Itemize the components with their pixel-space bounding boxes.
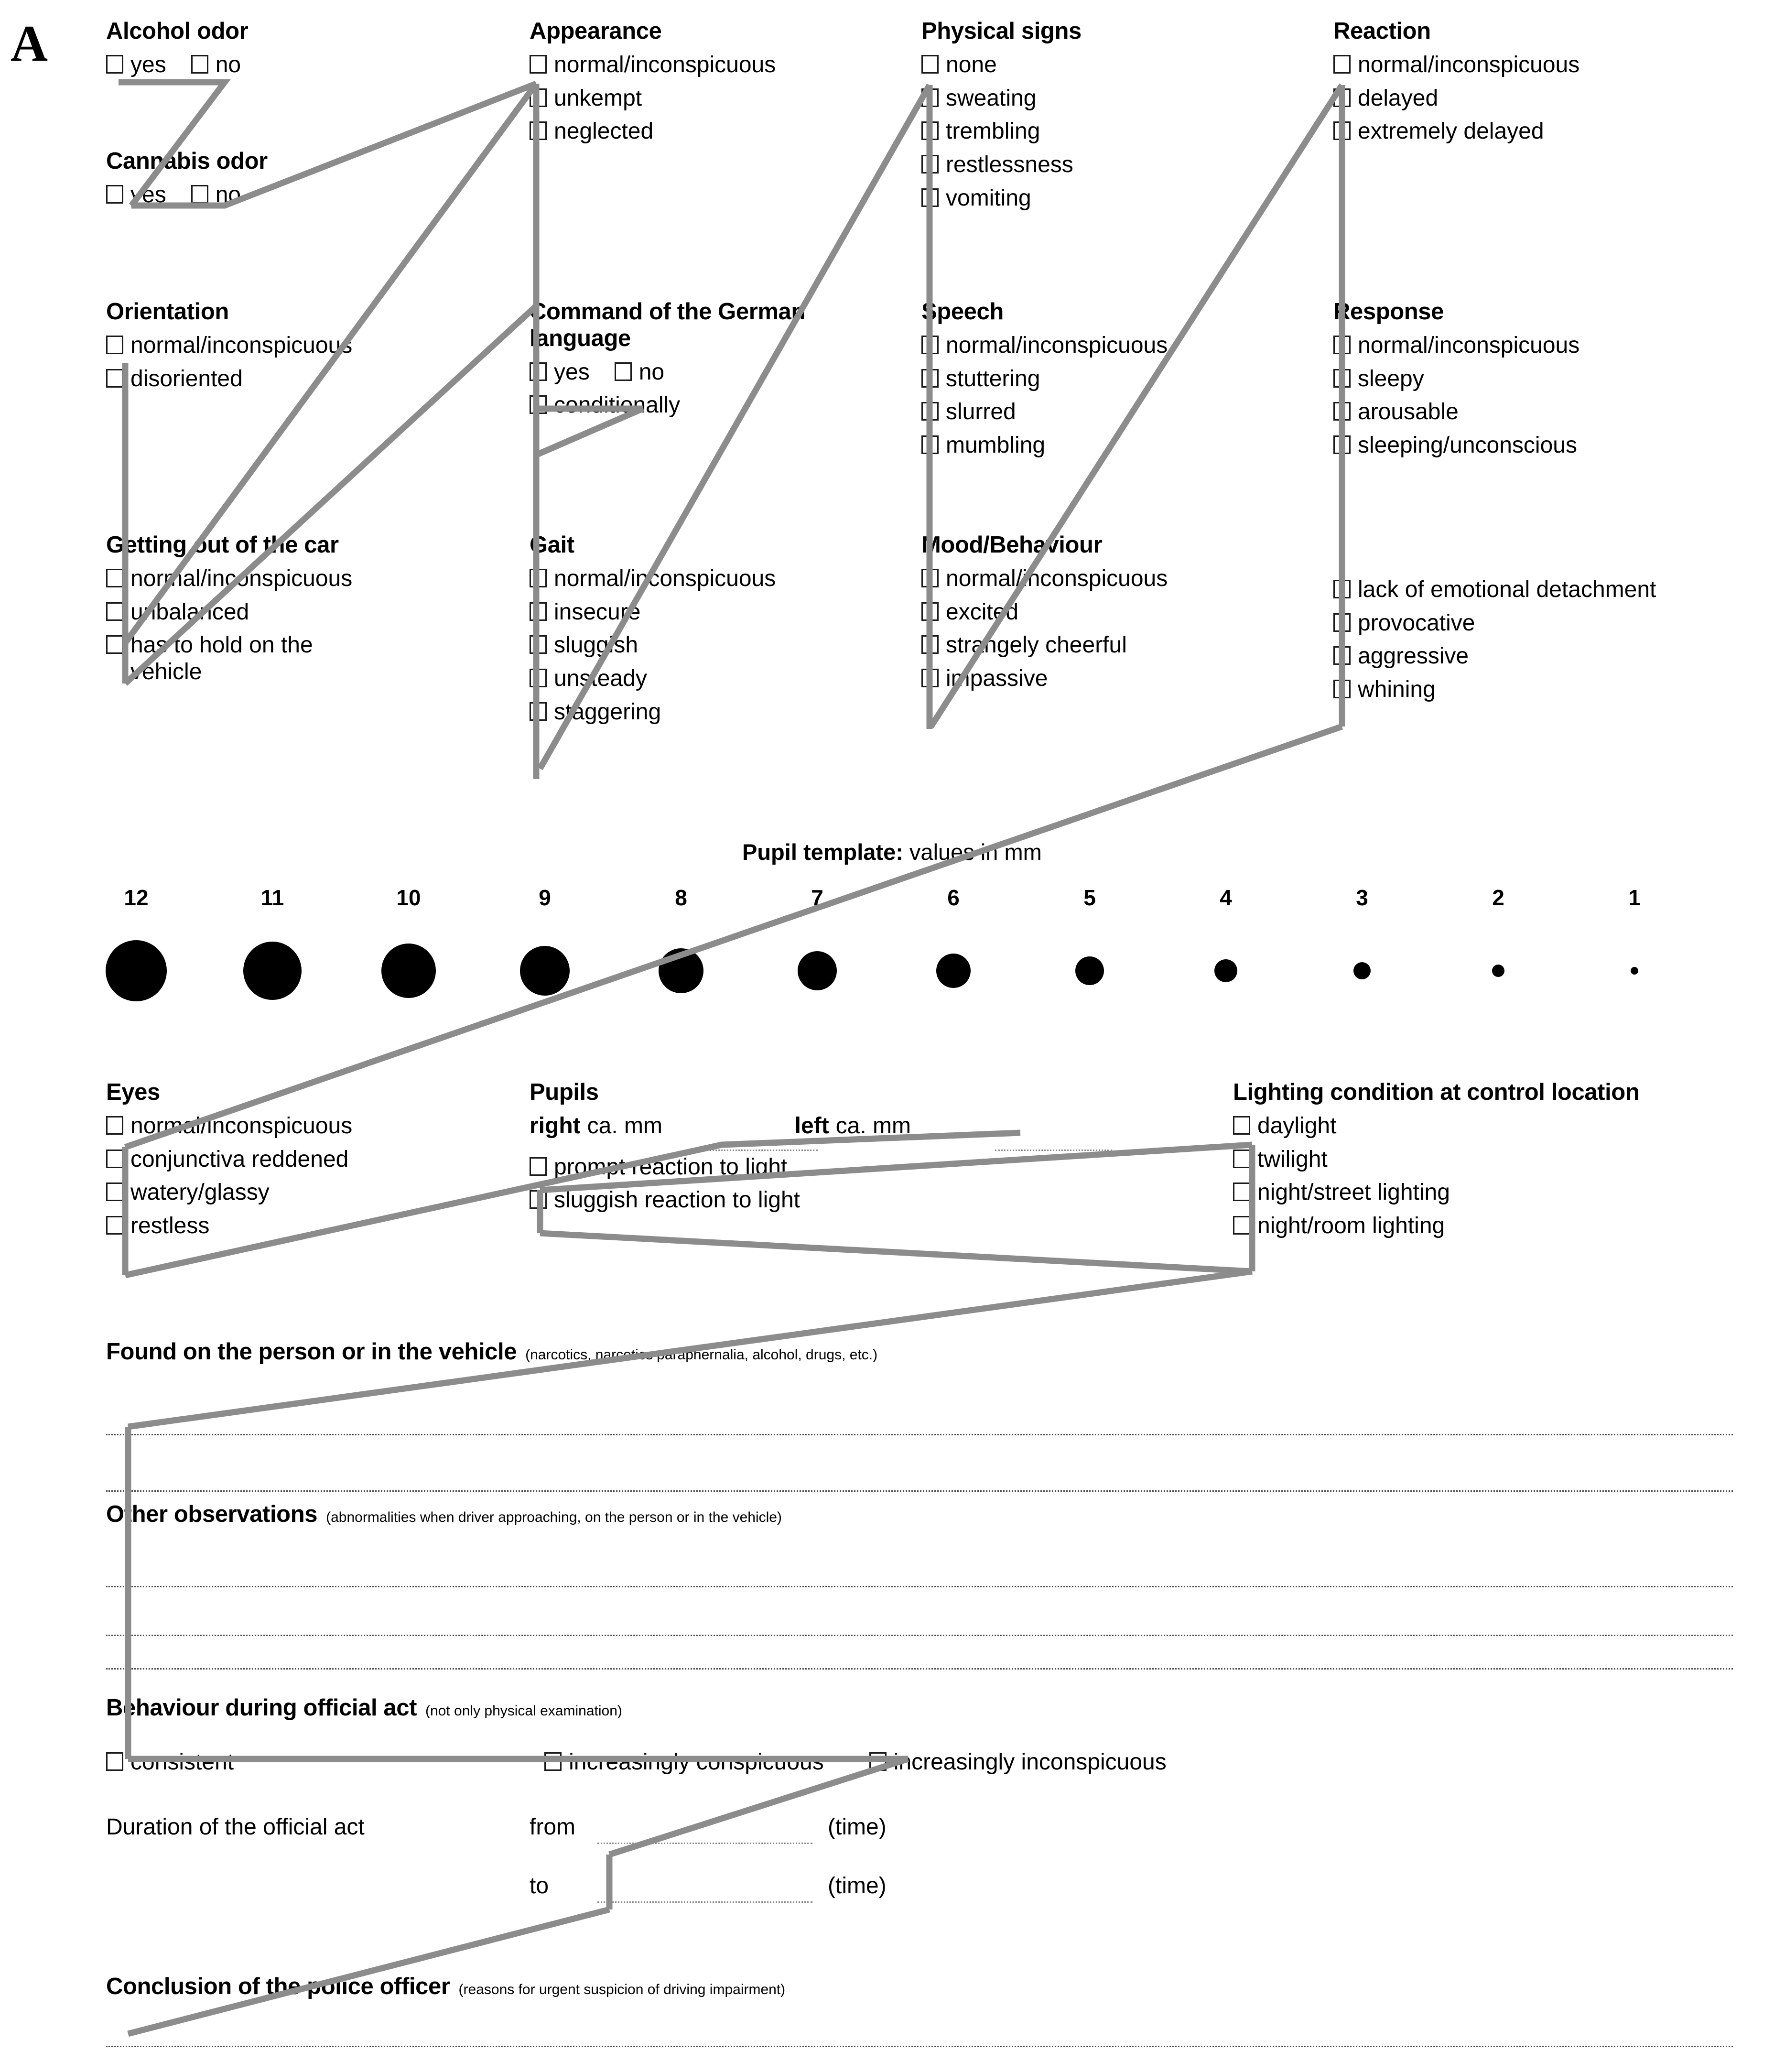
checkbox-row-command-yes[interactable]: [530, 359, 590, 386]
pupil-template-circle: [936, 954, 971, 988]
pupil-template-cell: [774, 887, 860, 990]
behaviour-block-title: Behaviour during official act: [106, 1695, 417, 1721]
checkbox-icon[interactable]: [1233, 1182, 1250, 1201]
checkbox-row-behaviour-more-inconspicuous[interactable]: [869, 1749, 1167, 1776]
checkbox-row-appearance-1[interactable]: [530, 85, 776, 112]
checkbox-row-physical-signs-2[interactable]: [921, 118, 1082, 145]
section-pupils: [530, 1079, 911, 1214]
option-label: extremely delayed: [1358, 119, 1544, 144]
section-title: Command of the German language: [530, 299, 805, 351]
section-title: Mood/Behaviour: [921, 532, 1103, 558]
option-label: none: [946, 52, 997, 77]
checkbox-icon[interactable]: [530, 1157, 547, 1176]
option-label: normal/inconspicuous: [130, 565, 353, 591]
section-title: Appearance: [530, 18, 662, 44]
checkbox-row-lighting-2[interactable]: [1233, 1179, 1639, 1206]
pupil-template-circle: [381, 944, 436, 998]
pupils-right-label: right: [530, 1113, 581, 1139]
section-title: Cannabis odor: [106, 148, 268, 174]
checkbox-icon[interactable]: [1333, 646, 1351, 665]
pupil-template-title-rest: values in mm: [903, 839, 1042, 865]
checkbox-row-emotional-1[interactable]: [1333, 610, 1656, 637]
checkbox-icon[interactable]: [530, 602, 547, 621]
checkbox-row-lighting-0[interactable]: [1233, 1113, 1639, 1139]
checkbox-icon[interactable]: [1333, 55, 1351, 74]
option-label: sleeping/unconscious: [1358, 432, 1577, 458]
option-label: sluggish reaction to light: [554, 1187, 800, 1213]
checkbox-icon[interactable]: [921, 435, 939, 454]
pupil-template-cell: [366, 887, 452, 998]
checkbox-icon[interactable]: [1333, 336, 1351, 354]
option-label: slurred: [946, 399, 1016, 425]
checkbox-row-getting-out-1[interactable]: [106, 599, 402, 626]
checkbox-row-cannabis-odor-yes[interactable]: [106, 182, 166, 208]
checkbox-icon[interactable]: [191, 185, 208, 204]
option-label: staggering: [554, 699, 661, 725]
conclusion-block-hint: (reasons for urgent suspicion of driving impairment): [458, 1982, 786, 1997]
pupil-template-title: [742, 839, 1042, 865]
other-observations-writeline-2[interactable]: [106, 1635, 1733, 1636]
pupil-template-circle: [106, 940, 167, 1001]
section-speech: [921, 299, 1168, 459]
pupil-template-value: 1: [1628, 885, 1641, 910]
checkbox-row-physical-signs-4[interactable]: [921, 185, 1082, 212]
section-cannabis-odor: [106, 148, 268, 208]
checkbox-row-physical-signs-3[interactable]: [921, 152, 1082, 178]
checkbox-icon[interactable]: [921, 602, 939, 621]
checkbox-row-getting-out-0[interactable]: [106, 565, 402, 592]
pupil-template-cell: [93, 887, 179, 1001]
pupil-template-value: 4: [1220, 885, 1232, 910]
checkbox-row-behaviour-more-conspicuous[interactable]: [544, 1749, 824, 1776]
other-observations-writeline-3[interactable]: [106, 1668, 1733, 1670]
option-label: sleepy: [1358, 366, 1424, 391]
other-observations-writeline-1[interactable]: [106, 1586, 1733, 1587]
pupil-template-value: 11: [260, 885, 284, 910]
section-emotional-state: [1333, 576, 1656, 703]
option-label: yes: [130, 52, 166, 77]
option-label: aggressive: [1358, 643, 1469, 669]
option-label: arousable: [1358, 399, 1459, 425]
checkbox-icon[interactable]: [921, 635, 939, 654]
checkbox-icon[interactable]: [106, 602, 123, 621]
pupil-template-cell: [502, 887, 588, 996]
found-block-title: Found on the person or in the vehicle: [106, 1339, 517, 1365]
checkbox-row-behaviour-consistent[interactable]: [106, 1749, 234, 1776]
checkbox-row-emotional-2[interactable]: [1333, 643, 1656, 670]
option-label: has to hold on the vehicle: [130, 632, 313, 684]
option-label: normal/inconspicuous: [130, 332, 353, 358]
checkbox-icon[interactable]: [1333, 580, 1351, 598]
option-label: consistent: [130, 1749, 234, 1775]
pupils-left-unit: ca. mm: [835, 1113, 911, 1139]
checkbox-icon[interactable]: [106, 1116, 123, 1135]
checkbox-icon[interactable]: [530, 88, 547, 107]
pupil-template-cell: [638, 887, 724, 993]
option-label: no: [638, 359, 665, 385]
checkbox-row-alcohol-odor-no[interactable]: [191, 52, 241, 78]
option-label: increasingly inconspicuous: [893, 1749, 1167, 1775]
pupil-template-value: 2: [1492, 885, 1504, 910]
section-title: Lighting condition at control location: [1233, 1079, 1640, 1105]
other-observations-hint: (abnormalities when driver approaching, on the person or in the vehicle): [326, 1509, 782, 1525]
option-label: prompt reaction to light: [554, 1154, 788, 1180]
checkbox-row-mood-3[interactable]: [921, 665, 1168, 692]
pupil-template-cell: [1183, 887, 1269, 982]
option-label: daylight: [1257, 1113, 1337, 1139]
checkbox-row-orientation-1[interactable]: [106, 366, 352, 392]
checkbox-row-lighting-1[interactable]: [1233, 1146, 1639, 1173]
section-getting-out-of-the-car: [106, 532, 402, 685]
pupil-template-circle: [798, 951, 837, 990]
checkbox-row-mood-1[interactable]: [921, 599, 1168, 626]
section-response: [1333, 299, 1579, 459]
pupil-template-circle: [1631, 967, 1638, 975]
checkbox-icon[interactable]: [921, 336, 939, 354]
checkbox-row-command-conditionally[interactable]: [530, 392, 835, 419]
checkbox-icon[interactable]: [921, 55, 939, 74]
option-label: unsteady: [554, 665, 647, 691]
option-label: impassive: [946, 665, 1048, 691]
pupil-right-mm-input[interactable]: [701, 1150, 818, 1151]
option-label: unbalanced: [130, 599, 249, 625]
panel-letter: A: [11, 15, 48, 72]
section-appearance: [530, 18, 776, 145]
found-block-writeline-1[interactable]: [106, 1434, 1733, 1435]
option-label: unkempt: [554, 85, 642, 111]
option-label: stuttering: [946, 366, 1040, 391]
pupil-template-value: 3: [1356, 885, 1368, 910]
option-label: normal/inconspicuous: [1358, 52, 1580, 77]
pupil-template-value: 10: [396, 885, 421, 910]
conclusion-writeline-1[interactable]: [106, 2046, 1733, 2047]
checkbox-icon[interactable]: [1333, 613, 1351, 632]
checkbox-icon[interactable]: [1233, 1150, 1250, 1168]
duration-label: Duration of the official act: [106, 1814, 365, 1840]
checkbox-icon[interactable]: [530, 669, 547, 687]
option-label: normal/inconspicuous: [946, 332, 1168, 358]
section-title: Getting out of the car: [106, 532, 339, 558]
option-label: provocative: [1358, 610, 1475, 636]
section-eyes: [106, 1079, 352, 1239]
behaviour-block-hint: (not only physical examination): [425, 1703, 622, 1719]
pupil-template-circle: [1075, 956, 1104, 985]
pupil-template-circle: [659, 948, 703, 993]
checkbox-icon[interactable]: [1333, 121, 1351, 140]
checkbox-icon[interactable]: [921, 402, 939, 421]
checkbox-icon[interactable]: [106, 1150, 123, 1168]
option-label: disoriented: [130, 366, 243, 391]
checkbox-icon[interactable]: [921, 121, 939, 140]
checkbox-icon[interactable]: [921, 155, 939, 174]
option-label: sluggish: [554, 632, 638, 658]
found-block-hint: (narcotics, narcotics paraphernalia, alcohol, drugs, etc.): [525, 1347, 878, 1363]
section-title: Reaction: [1333, 18, 1431, 44]
checkbox-icon[interactable]: [530, 55, 547, 74]
option-label: insecure: [554, 599, 641, 625]
checkbox-icon[interactable]: [869, 1752, 887, 1771]
section-lighting-condition: [1233, 1079, 1639, 1239]
section-title: Pupils: [530, 1079, 599, 1105]
option-label: whining: [1358, 677, 1436, 703]
checkbox-row-appearance-0[interactable]: [530, 52, 776, 78]
duration-from-input[interactable]: [597, 1843, 812, 1844]
duration-to-input[interactable]: [597, 1901, 812, 1903]
checkbox-icon[interactable]: [530, 702, 547, 721]
duration-from-label: from: [530, 1814, 575, 1840]
option-label: twilight: [1257, 1146, 1328, 1172]
section-title: Response: [1333, 299, 1444, 325]
option-label: delayed: [1358, 85, 1439, 111]
checkbox-icon[interactable]: [544, 1752, 562, 1771]
section-alcohol-odor: [106, 18, 248, 78]
checkbox-row-eyes-3[interactable]: [106, 1213, 352, 1239]
checkbox-row-gait-3[interactable]: [530, 665, 776, 692]
conclusion-block-heading: [106, 1973, 785, 2000]
checkbox-row-response-3[interactable]: [1333, 432, 1579, 459]
checkbox-icon[interactable]: [530, 635, 547, 654]
conclusion-block-title: Conclusion of the police officer: [106, 1974, 450, 1999]
checkbox-row-gait-4[interactable]: [530, 699, 776, 726]
checkbox-icon[interactable]: [1233, 1116, 1250, 1135]
annotation-polyline: [540, 1233, 1252, 1271]
checkbox-row-speech-2[interactable]: [921, 399, 1168, 425]
section-orientation: [106, 299, 352, 392]
checkbox-row-response-2[interactable]: [1333, 399, 1579, 425]
option-label: trembling: [946, 119, 1040, 144]
checkbox-row-speech-3[interactable]: [921, 432, 1168, 459]
section-command-of-german: [530, 299, 835, 419]
option-label: restlessness: [946, 152, 1073, 177]
option-label: watery/glassy: [130, 1180, 270, 1205]
option-label: night/room lighting: [1257, 1213, 1445, 1238]
checkbox-icon[interactable]: [530, 362, 547, 381]
checkbox-icon[interactable]: [530, 121, 547, 140]
checkbox-icon[interactable]: [1333, 369, 1351, 388]
pupil-template-scale: [0, 887, 1785, 1025]
section-mood-behaviour: [921, 532, 1168, 692]
option-label: normal/inconspicuous: [1358, 332, 1580, 358]
option-label: excited: [946, 599, 1019, 625]
checkbox-icon[interactable]: [530, 569, 547, 587]
pupil-template-cell: [1455, 887, 1541, 977]
checkbox-icon[interactable]: [106, 185, 123, 204]
section-physical-signs: [921, 18, 1082, 211]
checkbox-row-response-0[interactable]: [1333, 332, 1579, 359]
checkbox-icon[interactable]: [106, 1182, 123, 1201]
pupil-template-value: 5: [1083, 885, 1096, 910]
checkbox-row-orientation-0[interactable]: [106, 332, 352, 359]
checkbox-row-response-1[interactable]: [1333, 366, 1579, 392]
checkbox-icon[interactable]: [921, 569, 939, 587]
checkbox-icon[interactable]: [530, 1190, 547, 1209]
option-label: conditionally: [554, 392, 681, 418]
option-label: no: [215, 182, 241, 207]
checkbox-row-emotional-0[interactable]: [1333, 576, 1656, 603]
checkbox-icon[interactable]: [106, 635, 123, 654]
checkbox-icon[interactable]: [1333, 435, 1351, 454]
pupil-template-cell: [1319, 887, 1405, 979]
checkbox-icon[interactable]: [1233, 1216, 1250, 1235]
section-title: Alcohol odor: [106, 18, 249, 44]
option-label: yes: [130, 182, 166, 207]
pupils-right-unit: ca. mm: [587, 1113, 662, 1139]
option-label: night/street lighting: [1257, 1180, 1450, 1205]
pupil-template-cell: [229, 887, 315, 1000]
option-label: lack of emotional detachment: [1358, 577, 1656, 602]
checkbox-icon[interactable]: [921, 369, 939, 388]
pupil-template-circle: [1353, 962, 1371, 979]
checkbox-row-eyes-2[interactable]: [106, 1179, 352, 1206]
option-label: no: [215, 52, 241, 77]
checkbox-icon[interactable]: [106, 569, 123, 587]
pupil-template-value: 9: [539, 885, 551, 910]
option-label: normal/inconspicuous: [554, 52, 776, 77]
pupils-left-label: left: [794, 1113, 829, 1139]
other-observations-heading: [106, 1501, 782, 1528]
checkbox-row-reaction-0[interactable]: [1333, 52, 1579, 78]
pupil-template-value: 7: [811, 885, 823, 910]
checkbox-row-eyes-0[interactable]: [106, 1113, 352, 1139]
checkbox-icon[interactable]: [1333, 680, 1351, 698]
checkbox-row-emotional-3[interactable]: [1333, 676, 1656, 703]
option-label: normal/inconspicuous: [946, 565, 1168, 591]
checkbox-icon[interactable]: [1333, 402, 1351, 421]
section-reaction: [1333, 18, 1579, 145]
pupil-template-title-bold: Pupil template:: [742, 839, 903, 865]
pupil-template-circle: [1492, 965, 1504, 977]
option-label: yes: [554, 359, 590, 385]
checkbox-icon[interactable]: [921, 669, 939, 687]
checkbox-row-gait-0[interactable]: [530, 565, 776, 592]
option-label: strangely cheerful: [946, 632, 1127, 658]
annotation-polyline: [128, 1909, 609, 2034]
checkbox-row-reaction-1[interactable]: [1333, 85, 1579, 112]
pupil-template-value: 8: [675, 885, 687, 910]
behaviour-block-heading: [106, 1694, 622, 1721]
checkbox-row-alcohol-odor-yes[interactable]: [106, 52, 166, 78]
checkbox-icon[interactable]: [191, 55, 208, 74]
section-title: Gait: [530, 532, 574, 558]
other-observations-title: Other observations: [106, 1501, 318, 1527]
section-title: Speech: [921, 299, 1004, 325]
duration-to-label: to: [530, 1873, 549, 1898]
found-block-writeline-2[interactable]: [106, 1490, 1733, 1492]
checkbox-row-speech-1[interactable]: [921, 366, 1168, 392]
pupil-template-circle: [1214, 959, 1237, 982]
option-label: sweating: [946, 85, 1037, 111]
checkbox-row-gait-2[interactable]: [530, 632, 776, 659]
checkbox-row-speech-0[interactable]: [921, 332, 1168, 359]
checkbox-row-reaction-2[interactable]: [1333, 118, 1579, 145]
checkbox-icon[interactable]: [106, 336, 123, 354]
checkbox-row-lighting-3[interactable]: [1233, 1213, 1639, 1239]
section-title: Eyes: [106, 1079, 160, 1105]
option-label: vomiting: [946, 185, 1031, 211]
checkbox-row-pupils-1[interactable]: [530, 1187, 911, 1214]
checkbox-icon[interactable]: [106, 1752, 123, 1771]
checkbox-icon[interactable]: [921, 188, 939, 207]
checkbox-icon[interactable]: [1333, 88, 1351, 107]
checkbox-icon[interactable]: [615, 362, 632, 381]
section-title: Orientation: [106, 299, 229, 325]
pupil-template-value: 6: [947, 885, 960, 910]
checkbox-icon[interactable]: [106, 369, 123, 388]
pupil-template-circle: [243, 942, 302, 1000]
checkbox-row-getting-out-2[interactable]: [106, 632, 402, 685]
checkbox-row-cannabis-odor-no[interactable]: [191, 182, 241, 208]
checkbox-icon[interactable]: [106, 1216, 123, 1235]
checkbox-row-eyes-1[interactable]: [106, 1146, 352, 1173]
checkbox-icon[interactable]: [106, 55, 123, 74]
checkbox-icon[interactable]: [921, 88, 939, 107]
behaviour-options: [106, 1742, 1167, 1776]
found-block-heading: [106, 1338, 877, 1365]
checkbox-row-physical-signs-1[interactable]: [921, 85, 1082, 112]
option-label: conjunctiva reddened: [130, 1146, 349, 1172]
pupil-template-cell: [1047, 887, 1133, 985]
option-label: normal/inconspicuous: [130, 1113, 353, 1139]
checkbox-row-appearance-2[interactable]: [530, 118, 776, 145]
pupil-template-cell: [1591, 887, 1677, 975]
checkbox-row-pupils-0[interactable]: [530, 1154, 911, 1181]
section-title: Physical signs: [921, 18, 1082, 44]
pupil-template-circle: [520, 946, 570, 996]
duration-from-time-note: (time): [828, 1814, 887, 1840]
option-label: normal/inconspicuous: [554, 565, 776, 591]
checkbox-icon[interactable]: [530, 395, 547, 414]
duration-to-time-note: (time): [828, 1873, 887, 1898]
pupil-left-mm-input[interactable]: [995, 1150, 1112, 1151]
section-gait: [530, 532, 776, 725]
checkbox-row-gait-1[interactable]: [530, 599, 776, 626]
pupil-template-cell: [910, 887, 996, 988]
checkbox-row-command-no[interactable]: [615, 359, 664, 386]
checkbox-row-physical-signs-0[interactable]: [921, 52, 1082, 78]
option-label: neglected: [554, 119, 654, 144]
option-label: restless: [130, 1213, 210, 1238]
pupil-template-value: 12: [124, 885, 149, 910]
checkbox-row-mood-2[interactable]: [921, 632, 1168, 659]
option-label: mumbling: [946, 432, 1046, 458]
option-label: increasingly conspicuous: [569, 1749, 824, 1775]
checkbox-row-mood-0[interactable]: [921, 565, 1168, 592]
